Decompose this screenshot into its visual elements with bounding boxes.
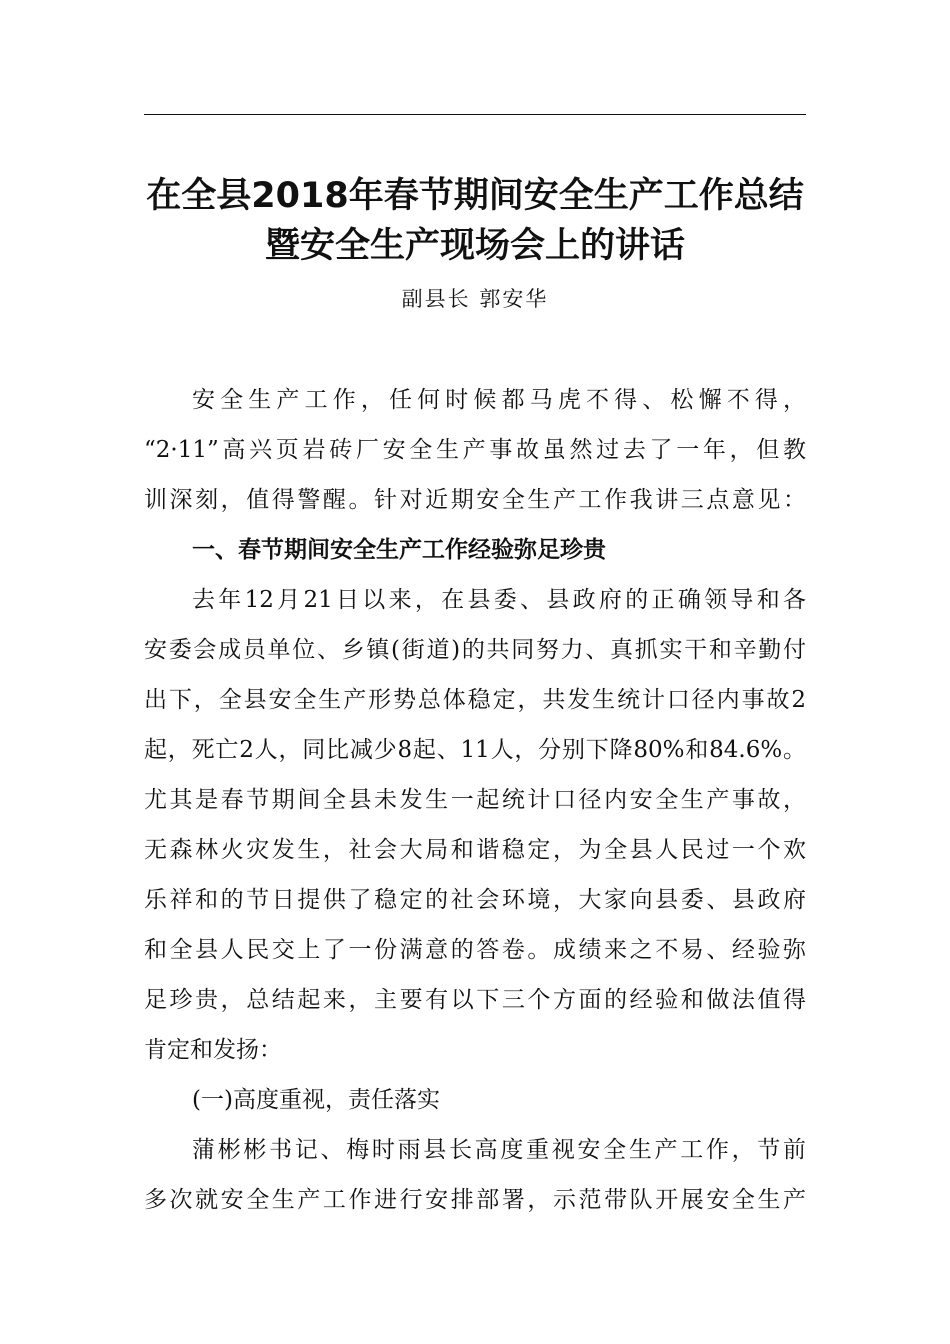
paragraph-line: 蒲彬彬书记、梅时雨县长高度重视安全生产工作，节前 <box>192 1137 806 1163</box>
paragraph-line: 乐祥和的节日提供了稳定的社会环境，大家向县委、县政府 <box>144 887 806 913</box>
section-heading: 一、春节期间安全生产工作经验弥足珍贵 <box>192 537 606 563</box>
subsection-heading: (一)高度重视，责任落实 <box>192 1087 440 1113</box>
paragraph-line: 训深刻，值得警醒。针对近期安全生产工作我讲三点意见： <box>144 487 806 513</box>
header-rule <box>144 114 806 115</box>
document-title-line-2: 暨安全生产现场会上的讲话 <box>264 226 685 266</box>
paragraph-line: 去年12月21日以来，在县委、县政府的正确领导和各 <box>192 587 806 613</box>
paragraph-line: 足珍贵，总结起来，主要有以下三个方面的经验和做法值得 <box>144 987 806 1013</box>
paragraph-line: 无森林火灾发生，社会大局和谐稳定，为全县人民过一个欢 <box>144 837 806 863</box>
paragraph-line: 多次就安全生产工作进行安排部署，示范带队开展安全生产 <box>144 1187 806 1213</box>
paragraph-line: 尤其是春节期间全县未发生一起统计口径内安全生产事故， <box>144 787 806 813</box>
document-title-line-1: 在全县2018年春节期间安全生产工作总结 <box>146 176 804 216</box>
paragraph-line: “2·11”高兴页岩砖厂安全生产事故虽然过去了一年，但教 <box>144 437 806 463</box>
paragraph-line: 安全生产工作，任何时候都马虎不得、松懈不得， <box>192 387 806 413</box>
paragraph-line: 和全县人民交上了一份满意的答卷。成绩来之不易、经验弥 <box>144 937 806 963</box>
author-line: 副县长 郭安华 <box>401 287 549 311</box>
paragraph-line: 起，死亡2人，同比减少8起、11人，分别下降80%和84.6%。 <box>144 737 806 763</box>
paragraph-line: 出下，全县安全生产形势总体稳定，共发生统计口径内事故2 <box>144 687 806 713</box>
paragraph-line: 肯定和发扬： <box>144 1037 282 1063</box>
paragraph-line: 安委会成员单位、乡镇(街道)的共同努力、真抓实干和辛勤付 <box>144 637 806 663</box>
